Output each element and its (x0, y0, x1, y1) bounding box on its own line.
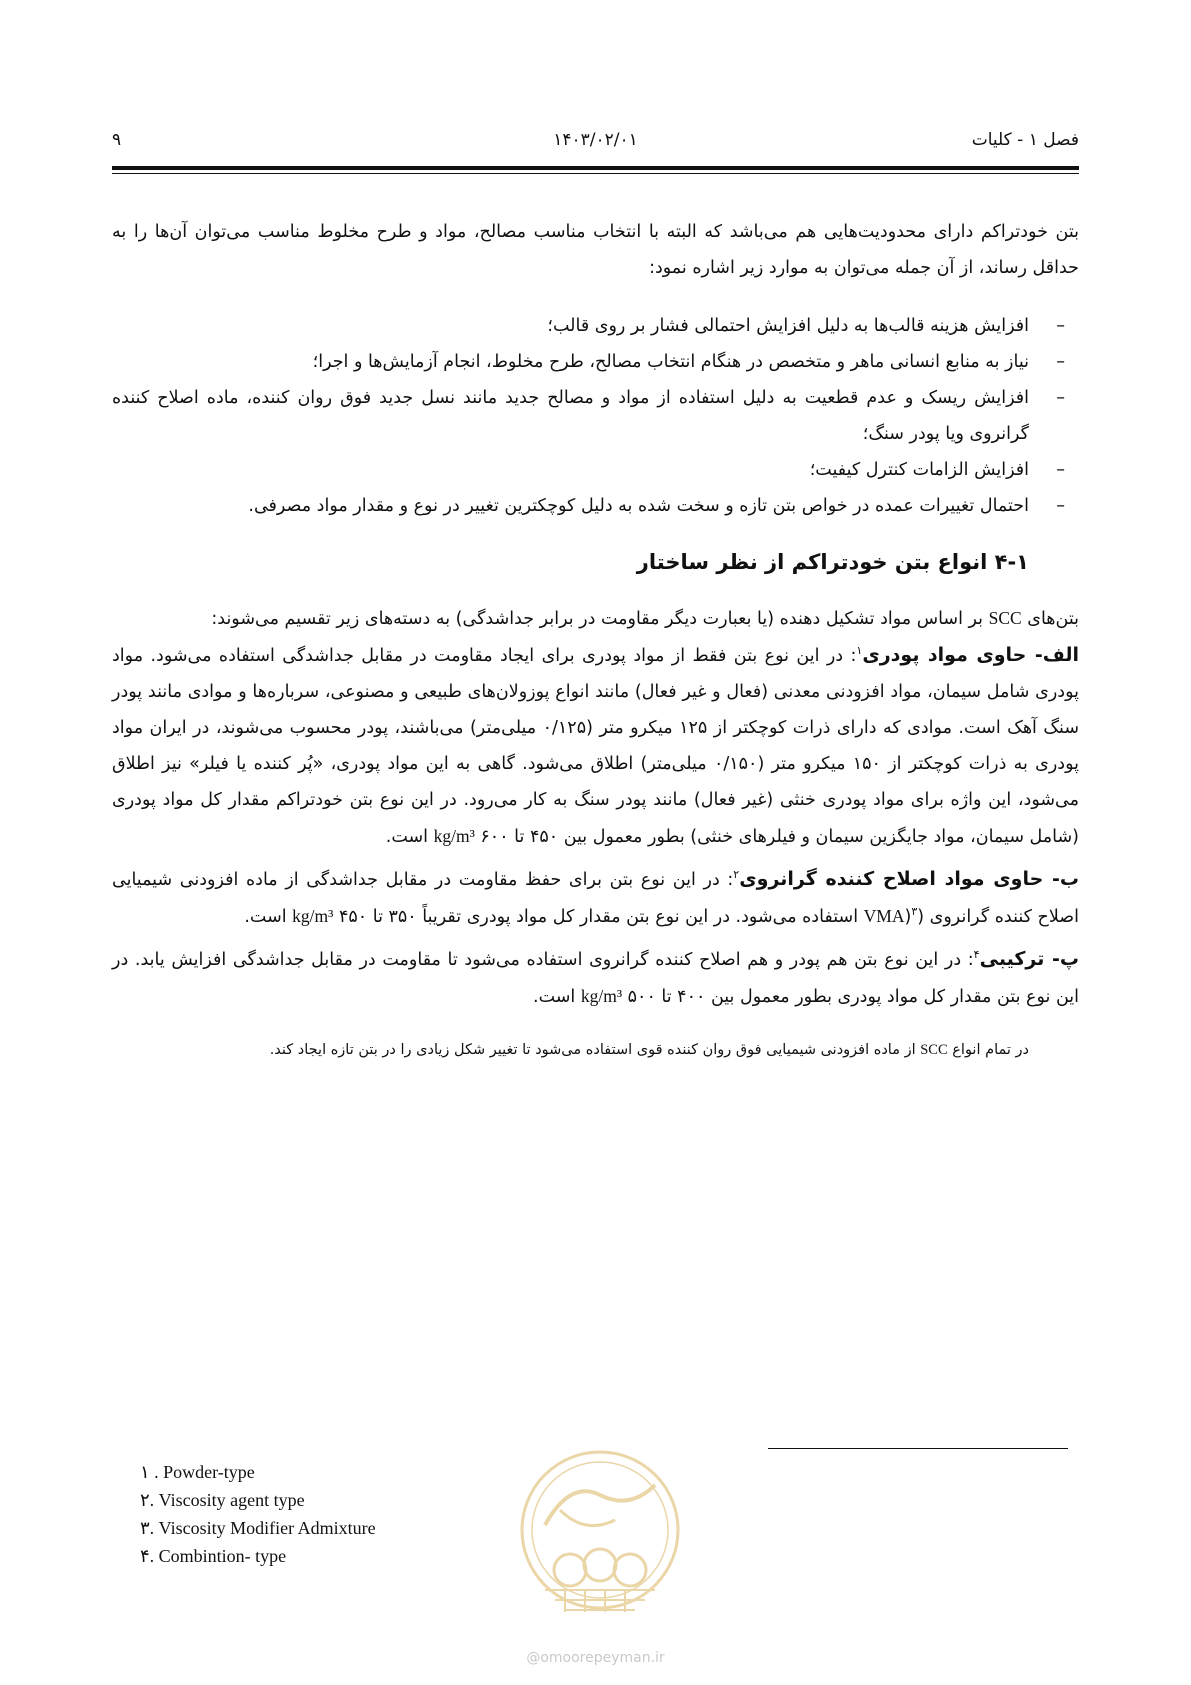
note-paragraph: در تمام انواع SCC از ماده افزودنی شیمیایی فوق روان کننده قوی استفاده می‌شود تا تغییر شکل زیادی را در بتن تازه ایجاد کند. (269, 1042, 1029, 1058)
page-number: ۹ (112, 130, 122, 150)
footnote-ref: ۲ (733, 868, 740, 882)
type-c-paragraph: پ- ترکیبی$^۴$: در این نوع بتن هم پودر و هم اصلاح کننده گرانروی استفاده می‌شود تا مقاومت در مقابل جداشدگی افزایش یابد. در این نوع بتن مقدار کل مواد پودری بطور معمول بین ۴۰۰ تا kg/m³ ۵۰۰ است. (112, 948, 1079, 1007)
main-content (112, 214, 1079, 1065)
footnote-ref: ۳ (911, 905, 918, 919)
footnote-item: ۲. Viscosity agent type (140, 1490, 305, 1510)
scc-abbr: SCC (920, 1042, 948, 1058)
unit-label: kg/m³ (580, 986, 623, 1006)
header-rule-thick (112, 166, 1079, 170)
type-b-paragraph: ب- حاوی مواد اصلاح کننده گرانروی$^۲$: در این نوع بتن برای حفظ مقاومت در مقابل جداشدگی از ماده افزودنی شیمیایی اصلاح کننده گرانروی (VMA)$^۳$ استفاده می‌شود. در این نوع بتن مقدار کل مواد پودری تقریباً ۳۵۰ تا kg/m³ ۴۵۰ است. (112, 868, 1079, 927)
list-item: – افزایش ریسک و عدم قطعیت به دلیل استفاده از مواد و مصالح جدید مانند نسل جدید فوق روان کننده، ماده اصلاح کننده گرانروی ویا پودر سنگ؛ (112, 380, 1079, 452)
list-item: – احتمال تغییرات عمده در خواص بتن تازه و سخت شده به دلیل کوچکترین تغییر در نوع و مقدار مواد مصرفی. (112, 488, 1079, 524)
intro-paragraph: بتن خودتراکم دارای محدودیت‌هایی هم می‌باشد که البته با انتخاب مناسب مصالح، مواد و طرح مخلوط مناسب می‌توان آن‌ها را به حداقل رساند، از آن جمله می‌توان به موارد زیر اشاره نمود: (112, 222, 1079, 278)
footnote-rule (768, 1448, 1068, 1449)
footnote-item: ۱ . Powder-type (140, 1462, 255, 1482)
vma-abbr: VMA (863, 906, 905, 926)
footnote-ref: ۴ (973, 948, 980, 962)
header-rule-thin (112, 173, 1079, 174)
list-item: – افزایش هزینه قالب‌ها به دلیل افزایش احتمالی فشار بر روی قالب؛ (112, 308, 1079, 344)
type-a-paragraph: الف- حاوی مواد پودری$^۱$: در این نوع بتن فقط از مواد پودری برای ایجاد مقاومت در مقابل جداشدگی استفاده می‌شود. مواد پودری شامل سیمان، مواد افزودنی معدنی (فعال و غیر فعال) مانند انواع پوزولان‌های طبیعی و مصنوعی، سرباره‌ها و موادی مانند پودر سنگ آهک است. موادی که دارای ذرات کوچکتر از ۱۲۵ میکرو متر (۰/۱۲۵ میلی‌متر) می‌باشند، پودر محسوب می‌شوند، در ایران مواد پودری به ذرات کوچکتر از ۱۵۰ میکرو متر (۰/۱۵۰ میلی‌متر) اطلاق می‌شود. گاهی به این مواد پودری، «پُر کننده یا فیلر» نیز اطلاق می‌شود، این واژه برای مواد پودری خنثی (غیر فعال) مانند پودر سنگ به کار می‌رود. در این نوع بتن خودتراکم مقدار کل مواد پودری (شامل سیمان، مواد جایگزین سیمان و فیلرهای خنثی) بطور معمول بین ۴۵۰ تا kg/m³ ۶۰۰ است. (112, 644, 1079, 847)
dash-bullet: – (1056, 460, 1065, 480)
watermark-site: @omoorepeyman.ir (526, 1650, 665, 1666)
dash-bullet: – (1056, 352, 1065, 372)
footnote-item: ۳. Viscosity Modifier Admixture (140, 1518, 376, 1538)
list-item: – افزایش الزامات کنترل کیفیت؛ (112, 452, 1079, 488)
footnote-ref: ۱ (856, 644, 863, 658)
dash-bullet: – (1056, 316, 1065, 336)
dash-bullet: – (1056, 388, 1065, 408)
scc-abbr: SCC (988, 608, 1022, 628)
unit-label: kg/m³ (433, 826, 475, 846)
chapter-title: فصل ۱ - کلیات (971, 130, 1079, 150)
watermark-logo-icon (515, 1440, 685, 1645)
footnotes (140, 1458, 376, 1570)
type-b-lead: ب- حاوی مواد اصلاح کننده گرانروی (739, 868, 1079, 890)
section-heading: ۴-۱ انواع بتن خودتراکم از نظر ساختار (636, 550, 1029, 574)
list-item: – نیاز به منابع انسانی ماهر و متخصص در هنگام انتخاب مصالح، طرح مخلوط، انجام آزمایش‌ها و اجرا؛ (112, 344, 1079, 380)
type-c-lead: پ- ترکیبی (979, 948, 1079, 970)
unit-label: kg/m³ (292, 906, 334, 926)
dash-bullet: – (1056, 496, 1065, 516)
footnote-item: ۴. Combintion- type (140, 1546, 287, 1566)
running-header (112, 130, 1079, 158)
limitations-list (112, 308, 1079, 524)
classification-paragraph: بتن‌های SCC بر اساس مواد تشکیل دهنده (یا بعبارت دیگر مقاومت در برابر جداشدگی) به دسته‌های زیر تقسیم می‌شوند: (211, 608, 1079, 629)
header-date: ۱۴۰۳/۰۲/۰۱ (553, 130, 638, 150)
type-a-lead: الف- حاوی مواد پودری (862, 644, 1079, 666)
